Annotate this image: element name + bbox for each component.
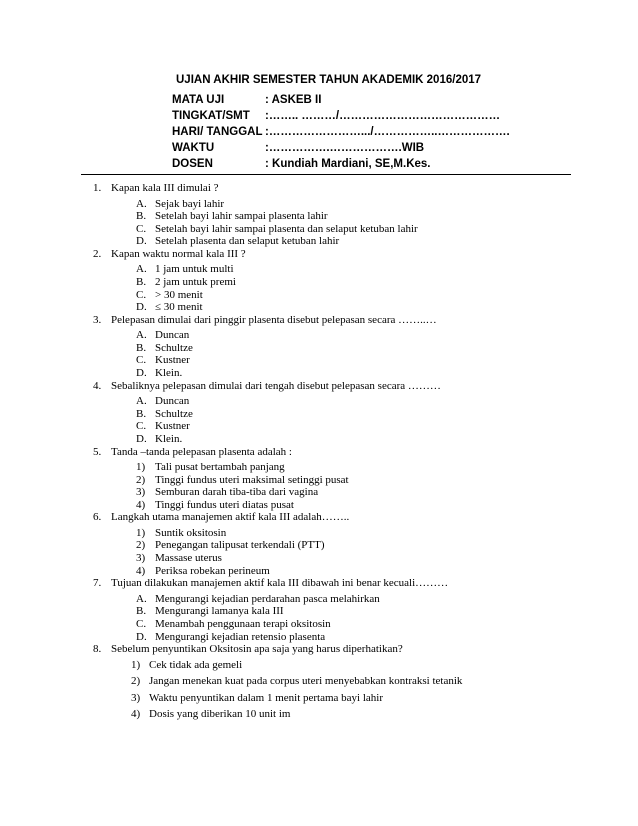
question-number: 3. xyxy=(93,313,102,326)
answer-option xyxy=(0,605,638,618)
answer-option xyxy=(0,342,638,355)
question-line xyxy=(0,182,638,198)
question-line xyxy=(0,643,638,659)
question-text: Kapan waktu normal kala III ? xyxy=(111,247,246,260)
answer-option xyxy=(0,354,638,367)
answer-option xyxy=(0,552,638,565)
answer-option xyxy=(0,499,638,512)
answer-option xyxy=(0,395,638,408)
option-label: B. xyxy=(136,275,147,288)
answer-option xyxy=(0,420,638,433)
option-label: D. xyxy=(136,630,147,643)
option-text: Cek tidak ada gemeli xyxy=(149,658,243,671)
question-item xyxy=(0,446,638,512)
header-label: HARI/ TANGGAL xyxy=(172,126,263,138)
answer-option xyxy=(0,433,638,446)
option-text: Tinggi fundus uteri maksimal setinggi pusat xyxy=(155,473,349,486)
answer-option xyxy=(0,461,638,474)
option-text: Setelah bayi lahir sampai plasenta dan selaput ketuban lahir xyxy=(155,222,418,235)
option-label: 4) xyxy=(136,564,146,577)
option-text: Mengurangi lamanya kala III xyxy=(155,605,284,618)
option-label: 2) xyxy=(136,473,146,486)
question-text: Tanda –tanda pelepasan plasenta adalah : xyxy=(111,445,292,458)
option-text: Suntik oksitosin xyxy=(155,526,227,539)
option-label: 3) xyxy=(136,486,146,499)
option-label: B. xyxy=(136,605,147,618)
header-label: TINGKAT/SMT xyxy=(172,110,250,122)
question-number: 6. xyxy=(93,511,102,524)
option-text: Tali pusat bertambah panjang xyxy=(155,461,285,473)
option-label: A. xyxy=(136,395,147,408)
answer-option xyxy=(0,289,638,302)
option-label: 2) xyxy=(131,675,141,688)
answer-option xyxy=(0,527,638,540)
answer-option xyxy=(0,565,638,578)
header-value: :…………….……………….WIB xyxy=(265,142,425,154)
question-number: 8. xyxy=(93,643,102,656)
option-text: Sejak bayi lahir xyxy=(155,197,225,210)
option-label: 2) xyxy=(136,539,146,552)
question-number: 4. xyxy=(93,379,102,392)
option-text: 2 jam untuk premi xyxy=(155,275,236,288)
option-text: Massase uterus xyxy=(155,552,222,565)
question-line xyxy=(0,314,638,330)
option-label: 3) xyxy=(131,691,141,704)
question-item xyxy=(0,511,638,577)
option-label: 4) xyxy=(131,708,141,721)
option-text: Dosis yang diberikan 10 unit im xyxy=(149,708,291,721)
question-line xyxy=(0,248,638,264)
question-list xyxy=(0,182,638,725)
answer-option xyxy=(0,631,638,644)
option-label: A. xyxy=(136,263,147,276)
answer-option xyxy=(0,486,638,499)
header-value: : ASKEB II xyxy=(265,94,322,106)
option-text: Menambah penggunaan terapi oksitosin xyxy=(155,617,331,630)
question-line xyxy=(0,511,638,527)
option-text: Penegangan talipusat terkendali (PTT) xyxy=(155,539,325,552)
option-label: C. xyxy=(136,354,147,367)
answer-option xyxy=(0,474,638,487)
option-text: Tinggi fundus uteri diatas pusat xyxy=(155,498,294,511)
option-label: 3) xyxy=(136,552,146,565)
question-line xyxy=(0,380,638,396)
option-text: Setelah plasenta dan selaput ketuban lahir xyxy=(155,235,340,248)
answer-option xyxy=(0,367,638,380)
answer-option xyxy=(0,276,638,289)
header-divider xyxy=(81,174,571,175)
question-text: Pelepasan dimulai dari pinggir plasenta disebut pelepasan secara ……..… xyxy=(111,313,437,326)
option-text: > 30 menit xyxy=(155,288,203,301)
option-label: D. xyxy=(136,301,147,314)
option-text: Setelah bayi lahir sampai plasenta lahir xyxy=(155,210,328,223)
answer-option xyxy=(0,659,638,676)
answer-option xyxy=(0,675,638,692)
question-number: 2. xyxy=(93,247,102,260)
option-label: B. xyxy=(136,341,147,354)
header-label: DOSEN xyxy=(172,158,213,170)
option-label: 4) xyxy=(136,498,146,511)
question-item xyxy=(0,577,638,643)
question-text: Langkah utama manajemen aktif kala III adalah…….. xyxy=(111,511,350,524)
exam-title: UJIAN AKHIR SEMESTER TAHUN AKADEMIK 2016/2017 xyxy=(176,74,482,86)
header-value: :…….. ………/…………………………………… xyxy=(265,110,501,122)
answer-option xyxy=(0,539,638,552)
answer-option xyxy=(0,210,638,223)
answer-option xyxy=(0,223,638,236)
answer-option xyxy=(0,301,638,314)
header-label: WAKTU xyxy=(172,142,215,154)
question-text: Sebaliknya pelepasan dimulai dari tengah disebut pelepasan secara ……… xyxy=(111,379,441,392)
question-item xyxy=(0,248,638,314)
option-text: 1 jam untuk multi xyxy=(155,263,234,276)
question-item xyxy=(0,182,638,248)
option-label: D. xyxy=(136,367,147,380)
option-label: D. xyxy=(136,432,147,445)
answer-option xyxy=(0,593,638,606)
option-label: A. xyxy=(136,329,147,342)
option-text: Klein. xyxy=(155,367,183,380)
answer-option xyxy=(0,263,638,276)
option-text: Mengurangi kejadian perdarahan pasca melahirkan xyxy=(155,592,380,605)
option-text: Mengurangi kejadian retensio plasenta xyxy=(155,630,326,643)
option-label: A. xyxy=(136,592,147,605)
header-value: : Kundiah Mardiani, SE,M.Kes. xyxy=(265,158,431,170)
answer-option xyxy=(0,692,638,709)
option-text: Kustner xyxy=(155,354,190,367)
question-text: Kapan kala III dimulai ? xyxy=(111,182,219,194)
option-label: B. xyxy=(136,407,147,420)
option-text: Schultze xyxy=(155,407,193,420)
option-text: Kustner xyxy=(155,420,190,433)
option-text: Waktu penyuntikan dalam 1 menit pertama bayi lahir xyxy=(149,691,384,704)
option-label: 1) xyxy=(136,461,146,473)
option-text: Klein. xyxy=(155,432,183,445)
question-number: 7. xyxy=(93,577,102,590)
option-text: Semburan darah tiba-tiba dari vagina xyxy=(155,486,319,499)
question-number: 5. xyxy=(93,445,102,458)
option-text: Jangan menekan kuat pada corpus uteri menyebabkan kontraksi tetanik xyxy=(149,675,463,688)
option-label: A. xyxy=(136,197,147,210)
answer-option xyxy=(0,198,638,211)
option-text: Schultze xyxy=(155,341,193,354)
answer-option xyxy=(0,408,638,421)
answer-option xyxy=(0,235,638,248)
option-text: Periksa robekan perineum xyxy=(155,564,270,577)
option-label: 1) xyxy=(136,526,146,539)
header-label: MATA UJI xyxy=(172,94,225,106)
question-line xyxy=(0,446,638,462)
option-text: Duncan xyxy=(155,395,190,408)
option-text: Duncan xyxy=(155,329,190,342)
question-item xyxy=(0,380,638,446)
question-number: 1. xyxy=(93,182,102,194)
question-item xyxy=(0,314,638,380)
question-line xyxy=(0,577,638,593)
option-label: C. xyxy=(136,288,147,301)
option-label: D. xyxy=(136,235,147,248)
option-label: C. xyxy=(136,420,147,433)
question-text: Tujuan dilakukan manajemen aktif kala III dibawah ini benar kecuali……… xyxy=(111,577,449,590)
question-item xyxy=(0,643,638,725)
option-label: B. xyxy=(136,210,147,223)
option-label: C. xyxy=(136,617,147,630)
answer-option xyxy=(0,329,638,342)
option-label: 1) xyxy=(131,658,141,671)
option-label: C. xyxy=(136,222,147,235)
option-text: ≤ 30 menit xyxy=(155,301,203,314)
answer-option xyxy=(0,708,638,725)
answer-option xyxy=(0,618,638,631)
question-text: Sebelum penyuntikan Oksitosin apa saja yang harus diperhatikan? xyxy=(111,643,403,656)
header-value: :…………………….../……………..………………. xyxy=(265,126,510,138)
